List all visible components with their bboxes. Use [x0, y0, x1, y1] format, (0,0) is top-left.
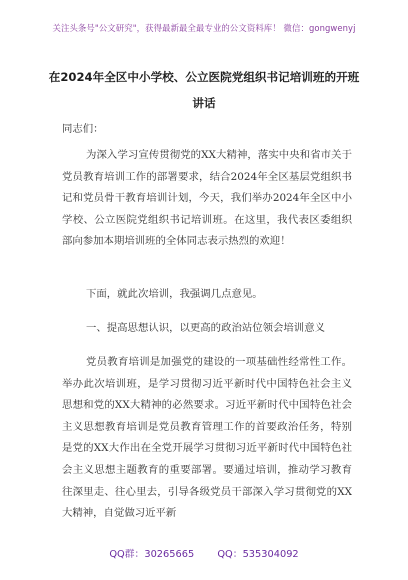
greeting: 同志们：	[62, 123, 104, 135]
section-heading: 一、提高思想认识，以更高的政治站位领会培训意义	[86, 322, 325, 334]
document-title: 在2024年全区中小学校、公立医院党组织书记培训班的开班讲话	[48, 70, 360, 110]
paragraph: 党员教育培训是加强党的建设的一项基础性经常性工作。举办此次培训班，是学习贯彻习近平新时代中国特色社会主义思想和党的XX大精神的必然要求。习近平新时代中国特色社会主义思想教育培训是党员教育管理工作的首要政治任务，特别是党的XX大作出在全党开展学习贯彻习近平新时代中国特色社会主义思想主题教育的重要部署。要通过培训，推动学习教育往深里走、往心里去，引导各级党员干部深入学习贯彻党的XX大精神，自觉做习近平新	[62, 356, 352, 520]
paragraph: 为深入学习宣传贯彻党的XX大精神，落实中央和省市关于党员教育培训工作的部署要求，结合2024年全区基层党组织书记和党员骨干教育培训计划，今天，我们举办2024年全区中小学校、公立医院党组织书记培训班。在这里，我代表区委组织部向参加本期培训班的全体同志表示热烈的欢迎！	[62, 149, 352, 248]
top-banner: 关注头条号"公文研究"，获得最新最全最专业的公文资料库！ 微信：gongwenyj	[52, 23, 356, 33]
footer-qq: QQ：535304092	[217, 549, 299, 560]
paragraph: 下面，就此次培训，我强调几点意见。	[86, 288, 263, 300]
footer-qq-group: QQ群：30265665	[109, 549, 195, 560]
footer-contact	[0, 546, 408, 560]
